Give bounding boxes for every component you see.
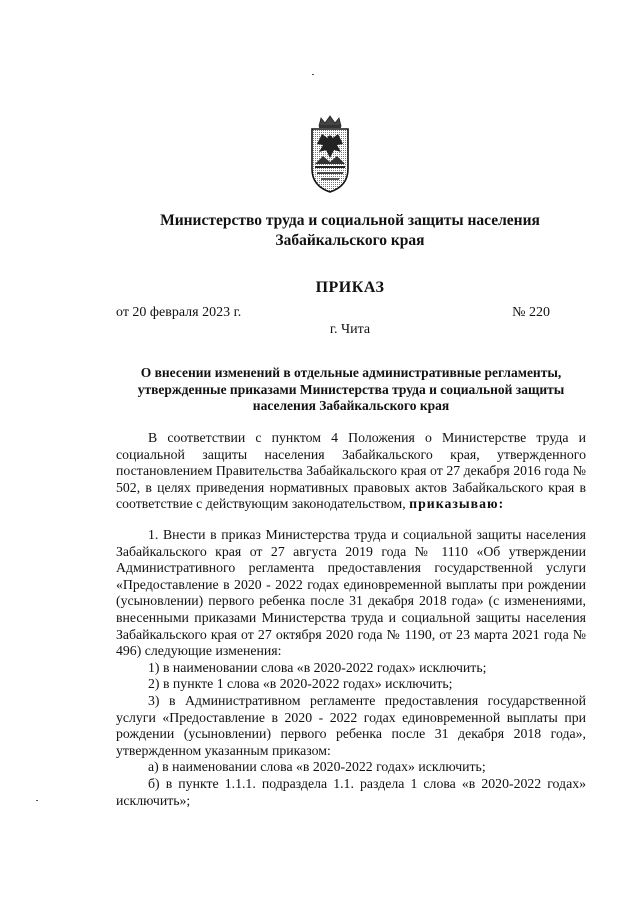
item-paragraph: б) в пункте 1.1.1. подраздела 1.1. раздела 1 слова «в 2020-2022 годах» исключить»; (116, 775, 586, 808)
preamble (116, 430, 586, 513)
item-paragraph: 1) в наименовании слова «в 2020-2022 годах» исключить; (148, 659, 487, 675)
scan-speck (36, 800, 38, 801)
item-paragraph: 1. Внести в приказ Министерства труда и социальной защиты населения Забайкальского края от 27 августа 2019 года № 1110 «Об утверждении Административного регламента предоставления государственной услуги «Предоставление в 2020 - 2022 годах единовременной выплаты при рождении (усыновлении) первого ребенка после 31 декабря 2018 года» (с изменениями, внесенными приказами Министерства труда и социальной защиты населения Забайкальского края от 27 октября 2020 года № 1190, от 23 марта 2021 года № 496) следующие изменения: (116, 527, 586, 659)
preamble-paragraph (116, 430, 586, 513)
order-date: от 20 февраля 2023 г. (116, 305, 242, 320)
item-paragraph: 2) в пункте 1 слова «в 2020-2022 годах» исключить; (148, 676, 453, 692)
subject-line: О внесении изменений в отдельные административные регламенты, (140, 365, 562, 380)
scan-speck (312, 74, 314, 75)
ministry-line: Министерство труда и социальной защиты населения (160, 212, 540, 229)
item-paragraph: 3) в Административном регламенте предоставления государственной услуги «Предоставление в 2020 - 2022 годах единовременной выплаты при рождении (усыновлении) первого ребенка после 31 декабря 2018 года», утвержденном указанным приказом: (116, 692, 586, 758)
ministry-line: Забайкальского края (275, 232, 425, 249)
subject-line: утвержденные приказами Министерства труда и социальной защиты (137, 381, 565, 397)
item-paragraph: а) в наименовании слова «в 2020-2022 годах» исключить; (148, 759, 486, 775)
coat-of-arms-icon (307, 114, 353, 194)
order-title: ПРИКАЗ (315, 279, 385, 296)
order-city: г. Чита (329, 322, 371, 337)
ministry-name (100, 211, 600, 251)
order-items (116, 527, 586, 809)
preamble-text: В соответствии с пунктом 4 Положения о Министерстве труда и социальной защиты населения Забайкальского края, утвержденного постановлением Правительства Забайкальского края от 27 декабря 2016 года № 502, в целях приведения нормативных правовых актов Забайкальского края в соответствие с действующим законодательством, (116, 430, 586, 512)
preamble-emphasis: приказываю: (409, 496, 505, 512)
order-number: № 220 (512, 305, 550, 320)
order-subject (116, 365, 586, 415)
subject-line: населения Забайкальского края (252, 398, 450, 413)
